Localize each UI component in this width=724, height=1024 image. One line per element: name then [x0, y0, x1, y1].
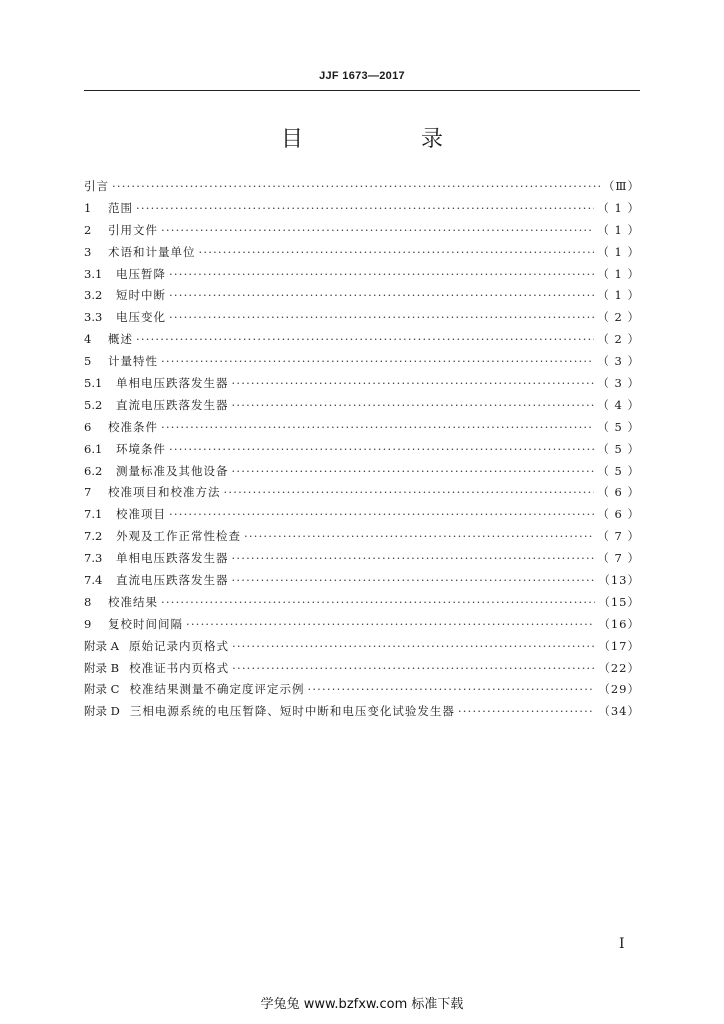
- toc-entry[interactable]: [84, 264, 640, 286]
- toc-entry-number: 3.3: [84, 310, 103, 325]
- toc-dot-leader: [169, 285, 594, 307]
- toc-entry[interactable]: [84, 417, 640, 439]
- table-of-contents: [84, 176, 640, 723]
- toc-entry-label: 概述: [108, 332, 133, 347]
- toc-entry-page: （ 2 ）: [597, 310, 640, 325]
- standard-code-header: JJF 1673—2017: [319, 70, 405, 82]
- toc-entry-page: （ 3 ）: [597, 376, 640, 391]
- toc-entry-label: 短时中断: [116, 288, 166, 303]
- toc-entry-label: 三相电源系统的电压暂降、短时中断和电压变化试验发生器: [129, 704, 455, 719]
- toc-dot-leader: [244, 526, 594, 548]
- toc-dot-leader: [161, 592, 595, 614]
- footer-watermark: 学兔兔 www.bzfxw.com 标准下载: [260, 997, 464, 1012]
- toc-entry-number: 3: [84, 244, 92, 259]
- toc-entry-label: 校准结果测量不确定度评定示例: [129, 682, 305, 697]
- toc-entry[interactable]: [84, 701, 640, 723]
- toc-entry-page: （ 2 ）: [597, 332, 640, 347]
- toc-entry-page: （ 1 ）: [597, 200, 640, 215]
- toc-entry-label: 范围: [108, 200, 133, 215]
- toc-entry-page: （ 1 ）: [597, 244, 640, 259]
- toc-entry-label: 术语和计量单位: [108, 244, 196, 259]
- toc-entry-number: 4: [84, 332, 92, 347]
- toc-entry-number: 附录 A: [84, 638, 119, 653]
- toc-entry-label: 引言: [84, 179, 109, 193]
- toc-entry-number: 7.3: [84, 551, 103, 566]
- page-number: I: [619, 936, 625, 952]
- toc-entry-page: （ 6 ）: [597, 485, 640, 500]
- toc-entry-page: （ 5 ）: [597, 441, 640, 456]
- toc-title: 目 录: [280, 127, 491, 152]
- toc-dot-leader: [136, 198, 594, 220]
- toc-dot-leader: [232, 570, 596, 592]
- toc-dot-leader: [161, 417, 594, 439]
- toc-entry-page: （ 7 ）: [597, 551, 640, 566]
- toc-entry[interactable]: [84, 482, 640, 504]
- toc-entry[interactable]: [84, 461, 640, 483]
- toc-entry-label: 校准条件: [108, 419, 158, 434]
- toc-entry-label: 复校时间间隔: [108, 616, 183, 631]
- toc-entry-page: （34）: [598, 704, 640, 719]
- toc-entry-label: 环境条件: [116, 441, 166, 456]
- toc-entry-label: 校准结果: [108, 594, 158, 609]
- toc-entry-label: 单相电压跌落发生器: [116, 551, 229, 566]
- toc-entry-number: 2: [84, 222, 92, 237]
- toc-dot-leader: [307, 679, 595, 701]
- toc-entry[interactable]: [84, 439, 640, 461]
- toc-dot-leader: [232, 658, 595, 680]
- toc-entry-label: 直流电压跌落发生器: [116, 397, 229, 412]
- toc-entry[interactable]: [84, 658, 640, 680]
- toc-entry[interactable]: [84, 242, 640, 264]
- toc-dot-leader: [169, 307, 594, 329]
- toc-entry-number: 附录 B: [84, 660, 120, 675]
- toc-entry-number: 7.4: [84, 573, 103, 588]
- toc-entry-number: 7: [84, 485, 92, 500]
- toc-entry-label: 原始记录内页格式: [128, 638, 229, 653]
- toc-entry-page: （16）: [598, 616, 640, 631]
- toc-dot-leader: [224, 482, 595, 504]
- toc-dot-leader: [169, 504, 594, 526]
- toc-entry-page: （13）: [598, 573, 640, 588]
- toc-entry[interactable]: [84, 679, 640, 701]
- toc-entry-label: 测量标准及其他设备: [116, 463, 229, 478]
- toc-entry-page: （ 4 ）: [597, 397, 640, 412]
- toc-entry-page: （ 7 ）: [597, 529, 640, 544]
- toc-entry[interactable]: [84, 285, 640, 307]
- toc-entry-number: 5.2: [84, 397, 103, 412]
- toc-dot-leader: [232, 461, 595, 483]
- toc-entry-page: （ 5 ）: [597, 419, 640, 434]
- toc-entry-number: 3.1: [84, 266, 103, 281]
- toc-entry[interactable]: [84, 176, 640, 198]
- toc-dot-leader: [136, 329, 594, 351]
- toc-entry-number: 5.1: [84, 376, 103, 391]
- toc-entry-number: 5: [84, 354, 92, 369]
- toc-entry-page: （29）: [598, 682, 640, 697]
- toc-entry-number: 3.2: [84, 288, 103, 303]
- toc-entry-number: 1: [84, 200, 92, 215]
- toc-entry-label: 校准项目: [116, 507, 166, 522]
- toc-entry-number: 7.1: [84, 507, 103, 522]
- toc-entry[interactable]: [84, 395, 640, 417]
- toc-entry-number: 6.1: [84, 441, 103, 456]
- toc-entry-label: 计量特性: [108, 354, 158, 369]
- toc-entry-number: 7.2: [84, 529, 103, 544]
- toc-entry-label: 校准证书内页格式: [129, 660, 230, 675]
- toc-entry-label: 引用文件: [108, 222, 158, 237]
- toc-entry-page: （ 1 ）: [597, 222, 640, 237]
- toc-entry[interactable]: [84, 504, 640, 526]
- toc-entry-number: 附录 C: [84, 682, 120, 697]
- toc-entry[interactable]: [84, 373, 640, 395]
- toc-dot-leader: [169, 439, 594, 461]
- toc-entry[interactable]: [84, 220, 640, 242]
- toc-entry-page: （ 3 ）: [597, 354, 640, 369]
- toc-dot-leader: [161, 351, 594, 373]
- toc-entry-number: 6: [84, 419, 92, 434]
- toc-dot-leader: [186, 614, 595, 636]
- toc-entry[interactable]: [84, 329, 640, 351]
- toc-entry-label: 电压暂降: [116, 266, 166, 281]
- toc-entry-number: 9: [84, 616, 92, 631]
- toc-entry-page: （Ⅲ）: [602, 179, 640, 193]
- toc-entry-page: （15）: [598, 594, 640, 609]
- toc-entry-number: 6.2: [84, 463, 103, 478]
- toc-dot-leader: [458, 701, 595, 723]
- toc-entry[interactable]: [84, 570, 640, 592]
- toc-dot-leader: [232, 548, 595, 570]
- toc-entry-page: （ 1 ）: [597, 288, 640, 303]
- toc-entry[interactable]: [84, 307, 640, 329]
- toc-dot-leader: [199, 242, 595, 264]
- toc-entry[interactable]: [84, 526, 640, 548]
- toc-dot-leader: [232, 636, 595, 658]
- toc-dot-leader: [112, 176, 600, 198]
- toc-dot-leader: [232, 395, 595, 417]
- toc-entry[interactable]: [84, 351, 640, 373]
- toc-entry-number: 8: [84, 594, 92, 609]
- toc-entry-label: 外观及工作正常性检查: [116, 529, 241, 544]
- toc-dot-leader: [169, 264, 594, 286]
- toc-entry[interactable]: [84, 636, 640, 658]
- toc-dot-leader: [161, 220, 594, 242]
- toc-entry-page: （ 6 ）: [597, 507, 640, 522]
- toc-entry[interactable]: [84, 548, 640, 570]
- toc-entry-page: （22）: [598, 660, 640, 675]
- header-rule: [84, 90, 640, 91]
- toc-entry-page: （ 5 ）: [597, 463, 640, 478]
- toc-entry-label: 直流电压跌落发生器: [116, 573, 229, 588]
- toc-entry[interactable]: [84, 198, 640, 220]
- toc-entry-label: 单相电压跌落发生器: [116, 376, 229, 391]
- toc-entry-label: 校准项目和校准方法: [108, 485, 221, 500]
- toc-entry-page: （17）: [598, 638, 640, 653]
- toc-entry[interactable]: [84, 614, 640, 636]
- toc-entry[interactable]: [84, 592, 640, 614]
- toc-entry-number: 附录 D: [84, 704, 120, 719]
- toc-entry-label: 电压变化: [116, 310, 166, 325]
- toc-dot-leader: [232, 373, 595, 395]
- toc-entry-page: （ 1 ）: [597, 266, 640, 281]
